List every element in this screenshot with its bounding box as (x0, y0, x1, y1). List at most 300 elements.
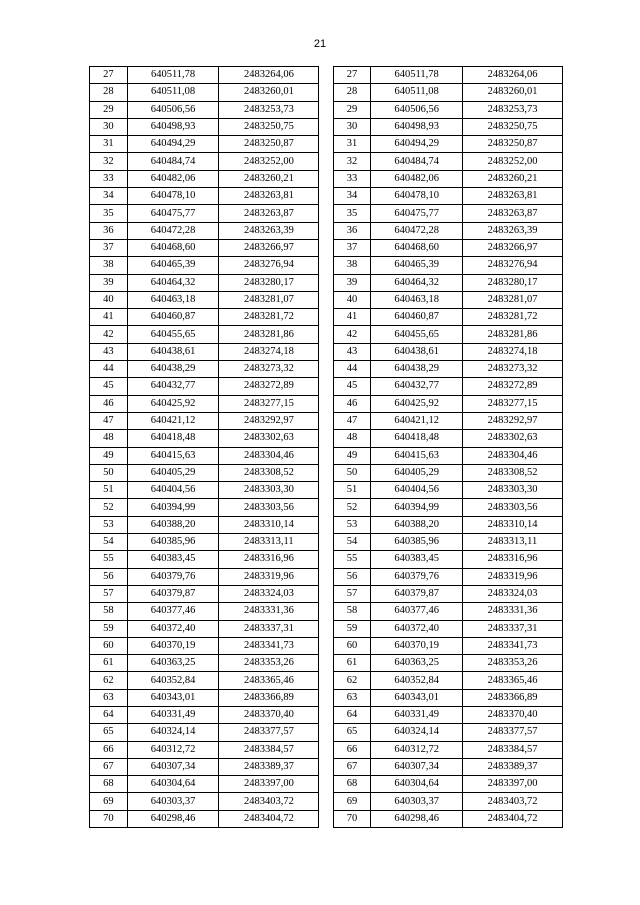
table-row (90, 482, 563, 499)
x-coordinate-cell: 640388,20 (371, 516, 463, 533)
column-gap (319, 447, 333, 464)
table-row (90, 637, 563, 654)
point-number-cell: 47 (90, 412, 128, 429)
point-number-cell: 48 (333, 430, 371, 447)
x-coordinate-cell: 640498,93 (127, 118, 219, 135)
y-coordinate-cell: 2483365,46 (219, 672, 319, 689)
table-row (90, 568, 563, 585)
x-coordinate-cell: 640343,01 (371, 689, 463, 706)
point-number-cell: 32 (333, 153, 371, 170)
point-number-cell: 29 (333, 101, 371, 118)
column-gap (319, 343, 333, 360)
column-gap (319, 585, 333, 602)
table-row (90, 706, 563, 723)
x-coordinate-cell: 640464,32 (127, 274, 219, 291)
x-coordinate-cell: 640438,61 (371, 343, 463, 360)
point-number-cell: 27 (90, 67, 128, 84)
point-number-cell: 46 (333, 395, 371, 412)
column-gap (319, 222, 333, 239)
x-coordinate-cell: 640468,60 (371, 239, 463, 256)
point-number-cell: 63 (333, 689, 371, 706)
x-coordinate-cell: 640472,28 (371, 222, 463, 239)
y-coordinate-cell: 2483274,18 (219, 343, 319, 360)
point-number-cell: 53 (90, 516, 128, 533)
x-coordinate-cell: 640432,77 (371, 378, 463, 395)
point-number-cell: 50 (333, 464, 371, 481)
y-coordinate-cell: 2483263,39 (463, 222, 563, 239)
column-gap (319, 101, 333, 118)
table-row (90, 291, 563, 308)
y-coordinate-cell: 2483281,72 (463, 309, 563, 326)
x-coordinate-cell: 640385,96 (371, 534, 463, 551)
point-number-cell: 57 (90, 585, 128, 602)
point-number-cell: 55 (333, 551, 371, 568)
x-coordinate-cell: 640379,87 (371, 585, 463, 602)
point-number-cell: 70 (333, 810, 371, 827)
x-coordinate-cell: 640455,65 (371, 326, 463, 343)
point-number-cell: 38 (333, 257, 371, 274)
y-coordinate-cell: 2483277,15 (463, 395, 563, 412)
x-coordinate-cell: 640482,06 (127, 170, 219, 187)
point-number-cell: 65 (333, 724, 371, 741)
point-number-cell: 62 (90, 672, 128, 689)
x-coordinate-cell: 640324,14 (127, 724, 219, 741)
y-coordinate-cell: 2483260,21 (463, 170, 563, 187)
x-coordinate-cell: 640379,76 (127, 568, 219, 585)
x-coordinate-cell: 640494,29 (127, 136, 219, 153)
column-gap (319, 568, 333, 585)
x-coordinate-cell: 640303,37 (127, 793, 219, 810)
table-row (90, 585, 563, 602)
x-coordinate-cell: 640511,08 (371, 84, 463, 101)
table-row (90, 118, 563, 135)
x-coordinate-cell: 640312,72 (371, 741, 463, 758)
table-row (90, 430, 563, 447)
point-number-cell: 59 (90, 620, 128, 637)
point-number-cell: 55 (90, 551, 128, 568)
point-number-cell: 46 (90, 395, 128, 412)
x-coordinate-cell: 640415,63 (127, 447, 219, 464)
column-gap (319, 464, 333, 481)
point-number-cell: 30 (90, 118, 128, 135)
y-coordinate-cell: 2483308,52 (219, 464, 319, 481)
x-coordinate-cell: 640506,56 (371, 101, 463, 118)
x-coordinate-cell: 640307,34 (371, 758, 463, 775)
column-gap (319, 395, 333, 412)
x-coordinate-cell: 640404,56 (371, 482, 463, 499)
y-coordinate-cell: 2483366,89 (463, 689, 563, 706)
y-coordinate-cell: 2483365,46 (463, 672, 563, 689)
point-number-cell: 38 (90, 257, 128, 274)
x-coordinate-cell: 640425,92 (371, 395, 463, 412)
y-coordinate-cell: 2483273,32 (463, 361, 563, 378)
point-number-cell: 28 (90, 84, 128, 101)
x-coordinate-cell: 640372,40 (127, 620, 219, 637)
column-gap (319, 170, 333, 187)
x-coordinate-cell: 640394,99 (127, 499, 219, 516)
x-coordinate-cell: 640379,87 (127, 585, 219, 602)
y-coordinate-cell: 2483281,72 (219, 309, 319, 326)
y-coordinate-cell: 2483281,07 (219, 291, 319, 308)
x-coordinate-cell: 640405,29 (371, 464, 463, 481)
point-number-cell: 57 (333, 585, 371, 602)
column-gap (319, 274, 333, 291)
x-coordinate-cell: 640438,29 (371, 361, 463, 378)
y-coordinate-cell: 2483303,56 (219, 499, 319, 516)
y-coordinate-cell: 2483292,97 (219, 412, 319, 429)
y-coordinate-cell: 2483404,72 (219, 810, 319, 827)
y-coordinate-cell: 2483252,00 (463, 153, 563, 170)
y-coordinate-cell: 2483253,73 (219, 101, 319, 118)
y-coordinate-cell: 2483302,63 (463, 430, 563, 447)
column-gap (319, 291, 333, 308)
x-coordinate-cell: 640343,01 (127, 689, 219, 706)
column-gap (319, 239, 333, 256)
x-coordinate-cell: 640478,10 (371, 188, 463, 205)
table-row (90, 724, 563, 741)
y-coordinate-cell: 2483316,96 (463, 551, 563, 568)
y-coordinate-cell: 2483260,01 (463, 84, 563, 101)
x-coordinate-cell: 640312,72 (127, 741, 219, 758)
y-coordinate-cell: 2483370,40 (219, 706, 319, 723)
column-gap (319, 793, 333, 810)
point-number-cell: 39 (333, 274, 371, 291)
table-row (90, 205, 563, 222)
table-row (90, 188, 563, 205)
y-coordinate-cell: 2483304,46 (463, 447, 563, 464)
column-gap (319, 430, 333, 447)
x-coordinate-cell: 640438,61 (127, 343, 219, 360)
point-number-cell: 65 (90, 724, 128, 741)
y-coordinate-cell: 2483324,03 (463, 585, 563, 602)
table-row (90, 758, 563, 775)
y-coordinate-cell: 2483303,30 (463, 482, 563, 499)
y-coordinate-cell: 2483250,87 (219, 136, 319, 153)
point-number-cell: 34 (90, 188, 128, 205)
point-number-cell: 69 (333, 793, 371, 810)
table-row (90, 412, 563, 429)
column-gap (319, 758, 333, 775)
point-number-cell: 49 (333, 447, 371, 464)
x-coordinate-cell: 640385,96 (127, 534, 219, 551)
table-row (90, 655, 563, 672)
point-number-cell: 54 (90, 534, 128, 551)
y-coordinate-cell: 2483319,96 (463, 568, 563, 585)
y-coordinate-cell: 2483281,07 (463, 291, 563, 308)
column-gap (319, 551, 333, 568)
y-coordinate-cell: 2483331,36 (463, 603, 563, 620)
table-row (90, 741, 563, 758)
y-coordinate-cell: 2483308,52 (463, 464, 563, 481)
point-number-cell: 52 (90, 499, 128, 516)
x-coordinate-cell: 640511,08 (127, 84, 219, 101)
table-row (90, 464, 563, 481)
y-coordinate-cell: 2483280,17 (219, 274, 319, 291)
point-number-cell: 29 (90, 101, 128, 118)
table-row (90, 793, 563, 810)
x-coordinate-cell: 640307,34 (127, 758, 219, 775)
column-gap (319, 810, 333, 827)
x-coordinate-cell: 640506,56 (127, 101, 219, 118)
x-coordinate-cell: 640475,77 (127, 205, 219, 222)
y-coordinate-cell: 2483263,81 (463, 188, 563, 205)
column-gap (319, 153, 333, 170)
x-coordinate-cell: 640511,78 (371, 67, 463, 84)
x-coordinate-cell: 640455,65 (127, 326, 219, 343)
y-coordinate-cell: 2483404,72 (463, 810, 563, 827)
table-row (90, 378, 563, 395)
table-row (90, 447, 563, 464)
x-coordinate-cell: 640432,77 (127, 378, 219, 395)
table-row (90, 343, 563, 360)
y-coordinate-cell: 2483264,06 (219, 67, 319, 84)
y-coordinate-cell: 2483310,14 (463, 516, 563, 533)
column-gap (319, 655, 333, 672)
x-coordinate-cell: 640404,56 (127, 482, 219, 499)
point-number-cell: 33 (333, 170, 371, 187)
table-row (90, 326, 563, 343)
point-number-cell: 40 (333, 291, 371, 308)
column-gap (319, 637, 333, 654)
x-coordinate-cell: 640511,78 (127, 67, 219, 84)
x-coordinate-cell: 640394,99 (371, 499, 463, 516)
y-coordinate-cell: 2483263,39 (219, 222, 319, 239)
y-coordinate-cell: 2483263,87 (463, 205, 563, 222)
column-gap (319, 84, 333, 101)
x-coordinate-cell: 640363,25 (127, 655, 219, 672)
column-gap (319, 482, 333, 499)
x-coordinate-cell: 640464,32 (371, 274, 463, 291)
point-number-cell: 45 (90, 378, 128, 395)
point-number-cell: 58 (333, 603, 371, 620)
y-coordinate-cell: 2483377,57 (219, 724, 319, 741)
table-row (90, 136, 563, 153)
x-coordinate-cell: 640303,37 (371, 793, 463, 810)
y-coordinate-cell: 2483276,94 (463, 257, 563, 274)
x-coordinate-cell: 640363,25 (371, 655, 463, 672)
column-gap (319, 620, 333, 637)
x-coordinate-cell: 640370,19 (371, 637, 463, 654)
point-number-cell: 53 (333, 516, 371, 533)
point-number-cell: 51 (90, 482, 128, 499)
x-coordinate-cell: 640465,39 (371, 257, 463, 274)
x-coordinate-cell: 640438,29 (127, 361, 219, 378)
point-number-cell: 49 (90, 447, 128, 464)
y-coordinate-cell: 2483403,72 (219, 793, 319, 810)
x-coordinate-cell: 640352,84 (127, 672, 219, 689)
point-number-cell: 35 (90, 205, 128, 222)
y-coordinate-cell: 2483272,89 (219, 378, 319, 395)
column-gap (319, 326, 333, 343)
y-coordinate-cell: 2483319,96 (219, 568, 319, 585)
y-coordinate-cell: 2483277,15 (219, 395, 319, 412)
point-number-cell: 45 (333, 378, 371, 395)
coordinates-table-body (90, 67, 563, 828)
x-coordinate-cell: 640484,74 (371, 153, 463, 170)
point-number-cell: 70 (90, 810, 128, 827)
y-coordinate-cell: 2483260,21 (219, 170, 319, 187)
point-number-cell: 61 (90, 655, 128, 672)
table-row (90, 101, 563, 118)
y-coordinate-cell: 2483366,89 (219, 689, 319, 706)
x-coordinate-cell: 640415,63 (371, 447, 463, 464)
y-coordinate-cell: 2483253,73 (463, 101, 563, 118)
y-coordinate-cell: 2483389,37 (219, 758, 319, 775)
point-number-cell: 67 (90, 758, 128, 775)
y-coordinate-cell: 2483370,40 (463, 706, 563, 723)
x-coordinate-cell: 640463,18 (127, 291, 219, 308)
column-gap (319, 499, 333, 516)
x-coordinate-cell: 640298,46 (127, 810, 219, 827)
x-coordinate-cell: 640383,45 (127, 551, 219, 568)
table-row (90, 516, 563, 533)
y-coordinate-cell: 2483292,97 (463, 412, 563, 429)
point-number-cell: 60 (333, 637, 371, 654)
table-row (90, 84, 563, 101)
x-coordinate-cell: 640352,84 (371, 672, 463, 689)
table-row (90, 361, 563, 378)
x-coordinate-cell: 640331,49 (371, 706, 463, 723)
point-number-cell: 47 (333, 412, 371, 429)
point-number-cell: 56 (333, 568, 371, 585)
column-gap (319, 672, 333, 689)
point-number-cell: 48 (90, 430, 128, 447)
y-coordinate-cell: 2483250,87 (463, 136, 563, 153)
y-coordinate-cell: 2483276,94 (219, 257, 319, 274)
x-coordinate-cell: 640377,46 (127, 603, 219, 620)
point-number-cell: 68 (90, 776, 128, 793)
x-coordinate-cell: 640405,29 (127, 464, 219, 481)
point-number-cell: 40 (90, 291, 128, 308)
x-coordinate-cell: 640304,64 (127, 776, 219, 793)
y-coordinate-cell: 2483316,96 (219, 551, 319, 568)
table-row (90, 603, 563, 620)
x-coordinate-cell: 640484,74 (127, 153, 219, 170)
point-number-cell: 30 (333, 118, 371, 135)
y-coordinate-cell: 2483304,46 (219, 447, 319, 464)
y-coordinate-cell: 2483252,00 (219, 153, 319, 170)
x-coordinate-cell: 640370,19 (127, 637, 219, 654)
table-row (90, 67, 563, 84)
column-gap (319, 412, 333, 429)
y-coordinate-cell: 2483310,14 (219, 516, 319, 533)
point-number-cell: 59 (333, 620, 371, 637)
column-gap (319, 378, 333, 395)
table-row (90, 499, 563, 516)
point-number-cell: 35 (333, 205, 371, 222)
y-coordinate-cell: 2483397,00 (219, 776, 319, 793)
y-coordinate-cell: 2483324,03 (219, 585, 319, 602)
y-coordinate-cell: 2483337,31 (463, 620, 563, 637)
point-number-cell: 36 (333, 222, 371, 239)
table-row (90, 672, 563, 689)
point-number-cell: 37 (90, 239, 128, 256)
point-number-cell: 63 (90, 689, 128, 706)
y-coordinate-cell: 2483353,26 (463, 655, 563, 672)
y-coordinate-cell: 2483281,86 (463, 326, 563, 343)
point-number-cell: 41 (333, 309, 371, 326)
table-row (90, 395, 563, 412)
column-gap (319, 118, 333, 135)
x-coordinate-cell: 640425,92 (127, 395, 219, 412)
point-number-cell: 32 (90, 153, 128, 170)
y-coordinate-cell: 2483274,18 (463, 343, 563, 360)
x-coordinate-cell: 640463,18 (371, 291, 463, 308)
x-coordinate-cell: 640494,29 (371, 136, 463, 153)
table-row (90, 274, 563, 291)
point-number-cell: 64 (90, 706, 128, 723)
column-gap (319, 689, 333, 706)
table-row (90, 257, 563, 274)
y-coordinate-cell: 2483263,81 (219, 188, 319, 205)
x-coordinate-cell: 640324,14 (371, 724, 463, 741)
point-number-cell: 61 (333, 655, 371, 672)
point-number-cell: 64 (333, 706, 371, 723)
x-coordinate-cell: 640372,40 (371, 620, 463, 637)
point-number-cell: 58 (90, 603, 128, 620)
point-number-cell: 44 (90, 361, 128, 378)
point-number-cell: 69 (90, 793, 128, 810)
y-coordinate-cell: 2483281,86 (219, 326, 319, 343)
x-coordinate-cell: 640383,45 (371, 551, 463, 568)
column-gap (319, 67, 333, 84)
x-coordinate-cell: 640418,48 (371, 430, 463, 447)
column-gap (319, 724, 333, 741)
table-row (90, 170, 563, 187)
column-gap (319, 136, 333, 153)
column-gap (319, 776, 333, 793)
point-number-cell: 33 (90, 170, 128, 187)
point-number-cell: 51 (333, 482, 371, 499)
y-coordinate-cell: 2483272,89 (463, 378, 563, 395)
y-coordinate-cell: 2483250,75 (463, 118, 563, 135)
y-coordinate-cell: 2483313,11 (463, 534, 563, 551)
column-gap (319, 361, 333, 378)
y-coordinate-cell: 2483397,00 (463, 776, 563, 793)
point-number-cell: 39 (90, 274, 128, 291)
point-number-cell: 56 (90, 568, 128, 585)
column-gap (319, 706, 333, 723)
y-coordinate-cell: 2483341,73 (219, 637, 319, 654)
y-coordinate-cell: 2483389,37 (463, 758, 563, 775)
x-coordinate-cell: 640460,87 (127, 309, 219, 326)
y-coordinate-cell: 2483313,11 (219, 534, 319, 551)
point-number-cell: 67 (333, 758, 371, 775)
point-number-cell: 42 (333, 326, 371, 343)
table-row (90, 222, 563, 239)
column-gap (319, 603, 333, 620)
column-gap (319, 534, 333, 551)
point-number-cell: 36 (90, 222, 128, 239)
x-coordinate-cell: 640421,12 (127, 412, 219, 429)
x-coordinate-cell: 640482,06 (371, 170, 463, 187)
point-number-cell: 31 (90, 136, 128, 153)
column-gap (319, 257, 333, 274)
x-coordinate-cell: 640465,39 (127, 257, 219, 274)
point-number-cell: 43 (90, 343, 128, 360)
point-number-cell: 42 (90, 326, 128, 343)
column-gap (319, 741, 333, 758)
point-number-cell: 31 (333, 136, 371, 153)
x-coordinate-cell: 640388,20 (127, 516, 219, 533)
coordinates-table (89, 66, 563, 828)
x-coordinate-cell: 640421,12 (371, 412, 463, 429)
table-row (90, 776, 563, 793)
y-coordinate-cell: 2483331,36 (219, 603, 319, 620)
page-number: 21 (313, 38, 327, 50)
y-coordinate-cell: 2483384,57 (463, 741, 563, 758)
x-coordinate-cell: 640377,46 (371, 603, 463, 620)
